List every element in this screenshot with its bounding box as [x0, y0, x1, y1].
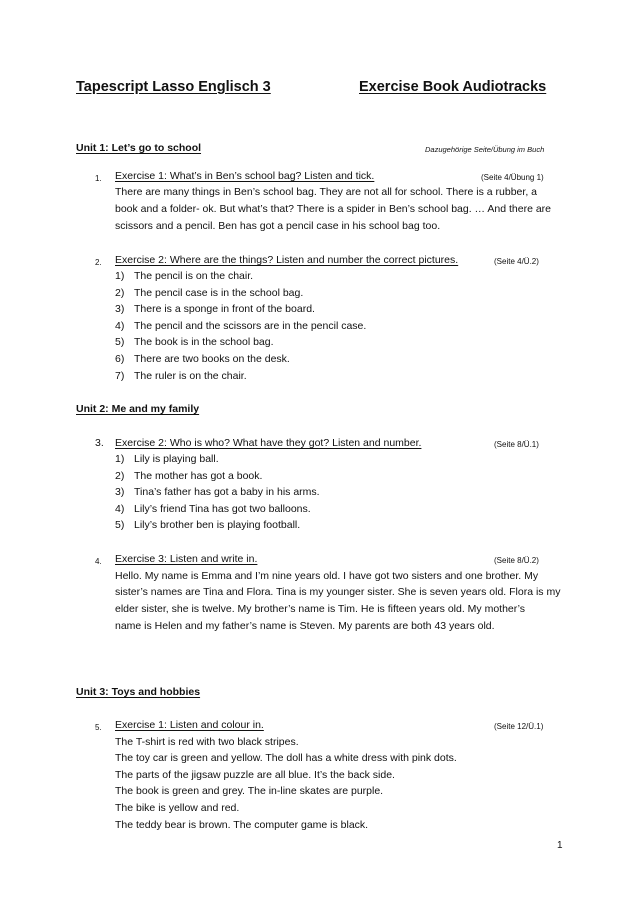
unit-1-title: Unit 1: Let’s go to school	[76, 142, 202, 154]
list-item: Lily is playing ball.	[134, 453, 219, 465]
exercise-title: Exercise 2: Where are the things? Listen and number the correct pictures.	[115, 254, 459, 266]
track-number: 4.	[95, 557, 102, 566]
unit-3-title: Unit 3: Toys and hobbies	[76, 686, 201, 698]
exercise-reference: (Seite 4/Ü.2)	[494, 257, 539, 266]
list-item-number: 1)	[115, 453, 125, 465]
tapescript-line: The parts of the jigsaw puzzle are all blue. It’s the back side.	[115, 769, 395, 781]
list-item-number: 4)	[115, 320, 125, 332]
list-item-number: 3)	[115, 303, 125, 315]
list-item: Lily’s brother ben is playing football.	[134, 519, 301, 531]
track-number: 5.	[95, 723, 102, 732]
tapescript-line: name is Helen and my father’s name is Steven. My parents are both 43 years old.	[115, 620, 495, 632]
tapescript-line: The teddy bear is brown. The computer game is black.	[115, 819, 369, 831]
list-item-number: 4)	[115, 503, 125, 515]
track-number: 3.	[95, 437, 104, 449]
list-item: The mother has got a book.	[134, 470, 263, 482]
list-item: Tina’s father has got a baby in his arms.	[134, 486, 320, 498]
tapescript-line: The book is green and grey. The in-line skates are purple.	[115, 785, 384, 797]
tapescript-line: Hello. My name is Emma and I’m nine years old. I have got two sisters and one brother. My	[115, 570, 539, 582]
list-item: The pencil case is in the school bag.	[134, 287, 304, 299]
exercise-reference: (Seite 12/Ü.1)	[494, 722, 544, 731]
track-number: 2.	[95, 258, 102, 267]
list-item: There is a sponge in front of the board.	[134, 303, 315, 315]
document-title: Tapescript Lasso Englisch 3	[76, 79, 271, 95]
tapescript-line: The bike is yellow and red.	[115, 802, 240, 814]
track-number: 1.	[95, 174, 102, 183]
exercise-title: Exercise 1: Listen and colour in.	[115, 719, 264, 731]
document-subtitle: Exercise Book Audiotracks	[359, 79, 547, 95]
tapescript-line: The T-shirt is red with two black stripes.	[115, 736, 299, 748]
list-item: There are two books on the desk.	[134, 353, 290, 365]
tapescript-line: The toy car is green and yellow. The doll has a white dress with pink dots.	[115, 752, 457, 764]
page-reference-note: Dazugehörige Seite/Übung im Buch	[425, 145, 545, 154]
page-number: 1	[557, 840, 563, 851]
tapescript-line: sister’s names are Tina and Flora. Tina is my younger sister. She is seven years old. Flora is my	[115, 586, 561, 598]
exercise-title: Exercise 3: Listen and write in.	[115, 553, 258, 565]
exercise-reference: (Seite 8/Ü.1)	[494, 440, 539, 449]
list-item: The pencil is on the chair.	[134, 270, 254, 282]
exercise-reference: (Seite 8/Ü.2)	[494, 556, 539, 565]
list-item: The pencil and the scissors are in the pencil case.	[134, 320, 367, 332]
tapescript-line: scissors and a pencil. Ben has got a pencil case in his school bag too.	[115, 220, 441, 232]
list-item: The book is in the school bag.	[134, 336, 274, 348]
tapescript-line: elder sister, she is twelve. My brother’s name is Tim. He is fifteen years old. My mother’s	[115, 603, 526, 615]
list-item-number: 2)	[115, 287, 125, 299]
tapescript-line: book and a folder- ok. But what’s that? There is a spider in Ben’s school bag. … And there are	[115, 203, 552, 215]
tapescript-line: There are many things in Ben’s school bag. They are not all for school. There is a rubber, a	[115, 186, 537, 198]
list-item-number: 6)	[115, 353, 125, 365]
list-item: The ruler is on the chair.	[134, 370, 247, 382]
list-item-number: 2)	[115, 470, 125, 482]
list-item-number: 3)	[115, 486, 125, 498]
list-item: Lily’s friend Tina has got two balloons.	[134, 503, 311, 515]
exercise-title: Exercise 1: What’s in Ben’s school bag? Listen and tick.	[115, 170, 375, 182]
list-item-number: 7)	[115, 370, 125, 382]
exercise-reference: (Seite 4/Übung 1)	[481, 173, 544, 182]
list-item-number: 5)	[115, 519, 125, 531]
list-item-number: 1)	[115, 270, 125, 282]
list-item-number: 5)	[115, 336, 125, 348]
unit-2-title: Unit 2: Me and my family	[76, 403, 200, 415]
exercise-title: Exercise 2: Who is who? What have they got? Listen and number.	[115, 437, 422, 449]
